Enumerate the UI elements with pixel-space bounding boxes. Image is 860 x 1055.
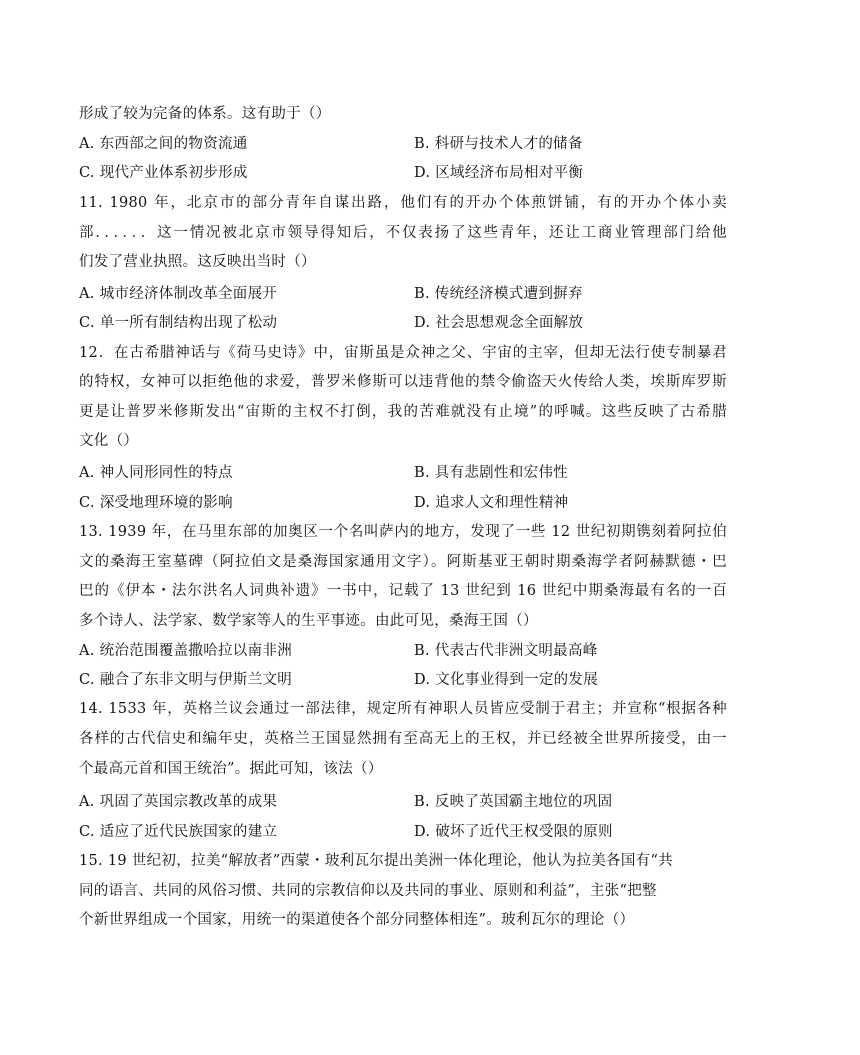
- q14-stem-line: 14. 1533 年，英格兰议会通过一部法律，规定所有神职人员皆应受制于君主；并宣称“根据各种: [79, 701, 727, 717]
- q10-stem-line: 形成了较为完备的体系。这有助于（）: [79, 106, 331, 122]
- q10-option-d[interactable]: D. 区域经济布局相对平衡: [414, 165, 584, 181]
- q11-option-a[interactable]: A. 城市经济体制改革全面展开: [79, 286, 278, 302]
- q15-stem-line: 个新世界组成一个国家，用统一的渠道使各个部分同整体相连”。玻利瓦尔的理论（）: [79, 912, 635, 928]
- q12-stem-line: 更是让普罗米修斯发出“宙斯的主权不打倒，我的苦难就没有止境”的呼喊。这些反映了古希腊: [79, 404, 727, 420]
- q13-option-a[interactable]: A. 统治范围覆盖撒哈拉以南非洲: [79, 643, 292, 659]
- q10-option-c[interactable]: C. 现代产业体系初步形成: [79, 165, 248, 181]
- q12-option-a[interactable]: A. 神人同形同性的特点: [79, 465, 233, 481]
- q14-option-c[interactable]: C. 适应了近代民族国家的建立: [79, 824, 278, 840]
- q14-option-b[interactable]: B. 反映了英国霸主地位的巩固: [414, 794, 613, 810]
- q12-option-c[interactable]: C. 深受地理环境的影响: [79, 495, 233, 511]
- q11-option-c[interactable]: C. 单一所有制结构出现了松动: [79, 315, 278, 331]
- q11-option-b[interactable]: B. 传统经济模式遭到摒弃: [414, 286, 583, 302]
- q15-stem-line: 15. 19 世纪初，拉美“解放者”西蒙・玻利瓦尔提出美洲一体化理论，他认为拉美各国有“共: [79, 853, 673, 869]
- q12-stem-line: 12．在古希腊神话与《荷马史诗》中，宙斯虽是众神之父、宇宙的主宰，但却无法行使专制暴君: [79, 345, 727, 361]
- q12-option-d[interactable]: D. 追求人文和理性精神: [414, 495, 569, 511]
- q12-stem-line: 文化（）: [79, 433, 139, 449]
- q10-option-a[interactable]: A. 东西部之间的物资流通: [79, 136, 248, 152]
- q14-stem-line: 各样的古代信史和编年史，英格兰王国显然拥有至高无上的王权，并已经被全世界所接受，由一: [79, 731, 727, 747]
- q13-option-b[interactable]: B. 代表古代非洲文明最高峰: [414, 643, 598, 659]
- q12-stem-line: 的特权，女神可以拒绝他的求爱，普罗米修斯可以违背他的禁令偷盗天火传给人类，埃斯库罗斯: [79, 374, 727, 390]
- q14-option-a[interactable]: A. 巩固了英国宗教改革的成果: [79, 794, 278, 810]
- q13-option-c[interactable]: C. 融合了东非文明与伊斯兰文明: [79, 672, 293, 688]
- q13-stem-line: 巴的《伊本・法尔洪名人词典补遗》一书中，记载了 13 世纪到 16 世纪中期桑海最有名的一百: [79, 583, 727, 599]
- q11-stem-line: 们发了营业执照。这反映出当时（）: [79, 254, 316, 270]
- q13-option-d[interactable]: D. 文化事业得到一定的发展: [414, 672, 599, 688]
- q11-option-d[interactable]: D. 社会思想观念全面解放: [414, 315, 584, 331]
- q13-stem-line: 文的桑海王室墓碑（阿拉伯文是桑海国家通用文字）。阿斯基亚王朝时期桑海学者阿赫默德・巴: [79, 554, 727, 570]
- q12-option-b[interactable]: B. 具有悲剧性和宏伟性: [414, 465, 568, 481]
- q14-option-d[interactable]: D. 破坏了近代王权受限的原则: [414, 824, 613, 840]
- q13-stem-line: 13. 1939 年，在马里东部的加奥区一个名叫萨内的地方，发现了一些 12 世纪初期镌刻着阿拉伯: [79, 524, 727, 540]
- q11-stem-line: 11. 1980 年，北京市的部分青年自谋出路，他们有的开办个体煎饼铺，有的开办个体小卖: [79, 195, 727, 211]
- q15-stem-line: 同的语言、共同的风俗习惯、共同的宗教信仰以及共同的事业、原则和利益”，主张“把整: [79, 883, 657, 899]
- q10-option-b[interactable]: B. 科研与技术人才的储备: [414, 136, 583, 152]
- q11-stem-line: 部．．．．．．这一情况被北京市领导得知后，不仅表扬了这些青年，还让工商业管理部门给他: [79, 225, 727, 241]
- q13-stem-line: 多个诗人、法学家、数学家等人的生平事迹。由此可见，桑海王国（）: [79, 613, 538, 629]
- q14-stem-line: 个最高元首和国王统治”。据此可知，该法（）: [79, 761, 383, 777]
